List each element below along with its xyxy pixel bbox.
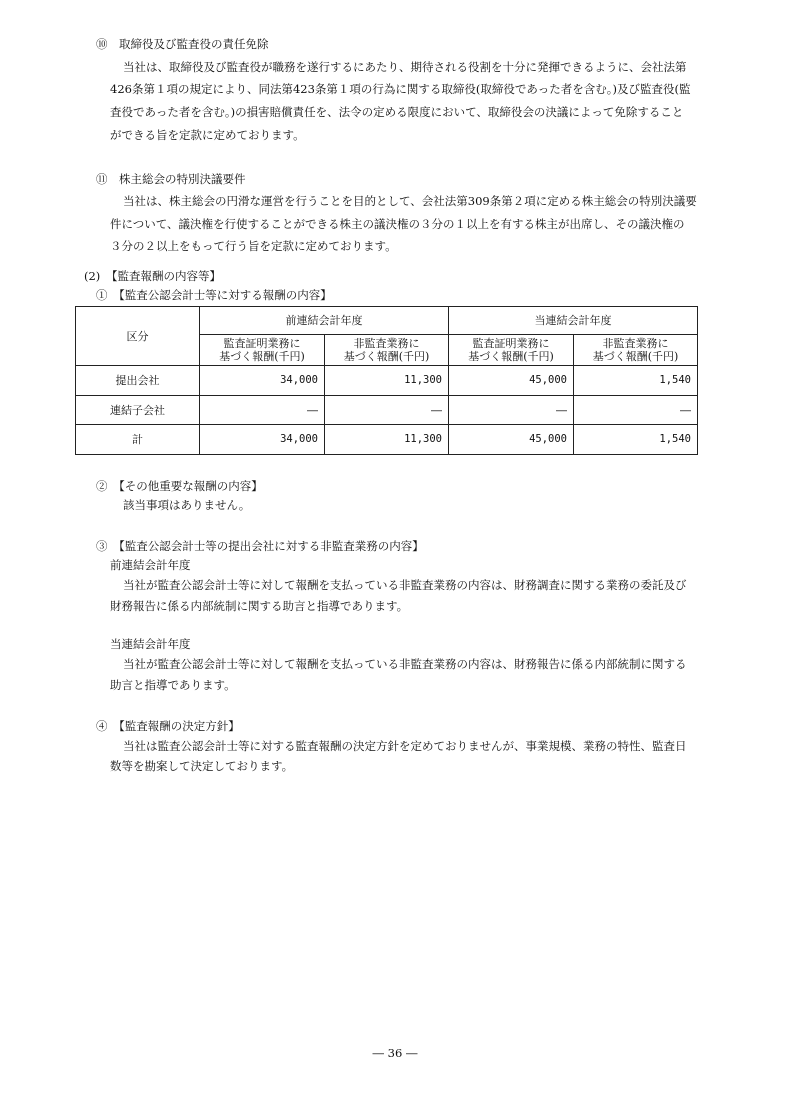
curr-year-label: 当連結会計年度 bbox=[110, 637, 191, 651]
section-10-text-line: ができる旨を定款に定めております。 bbox=[110, 128, 305, 142]
table-row bbox=[76, 425, 698, 455]
prev-year-text-line: 当社が監査公認会計士等に対して報酬を支払っている非監査業務の内容は、財務調査に関する業務の委託及び bbox=[123, 578, 687, 592]
table-row bbox=[76, 396, 698, 425]
prev-year-label: 前連結会計年度 bbox=[110, 558, 191, 572]
fee-policy-text-line: 数等を勘案して決定しております。 bbox=[110, 759, 294, 773]
row-label: 計 bbox=[76, 425, 200, 455]
section-10-text-line: 426条第１項の規定により、同法第423条第１項の行為に関する取締役(取締役であった者を含む。)及び監査役(監 bbox=[110, 82, 691, 96]
audit-fees-heading: (2) 【監査報酬の内容等】 bbox=[84, 269, 222, 283]
fee-policy-heading: ④ 【監査報酬の決定方針】 bbox=[96, 719, 240, 733]
prev-non-audit-fee: 11,300 bbox=[325, 425, 449, 455]
curr-non-audit-fee: 1,540 bbox=[574, 425, 698, 455]
table-header-row bbox=[76, 307, 698, 335]
other-fees-text: 該当事項はありません。 bbox=[123, 498, 251, 512]
section-11-text-line: 当社は、株主総会の円滑な運営を行うことを目的として、会社法第309条第２項に定める株主総会の特別決議要 bbox=[123, 194, 697, 208]
curr-year-text-line: 当社が監査公認会計士等に対して報酬を支払っている非監査業務の内容は、財務報告に係る内部統制に関する bbox=[123, 657, 687, 671]
prev-audit-fee: ― bbox=[200, 396, 325, 425]
prev-audit-fee: 34,000 bbox=[200, 366, 325, 396]
prev-non-audit-fee: ― bbox=[325, 396, 449, 425]
table-row bbox=[76, 366, 698, 396]
row-label: 連結子会社 bbox=[76, 396, 200, 425]
page-number: ― 36 ― bbox=[372, 1046, 418, 1060]
curr-year-text-line: 助言と指導であります。 bbox=[110, 678, 236, 692]
section-11-text-line: 件について、議決権を行使することができる株主の議決権の３分の１以上を有する株主が出席し、その議決権の bbox=[110, 217, 685, 231]
curr-year-header: 当連結会計年度 bbox=[449, 307, 698, 335]
other-fees-heading: ② 【その他重要な報酬の内容】 bbox=[96, 479, 263, 493]
prev-audit-fee: 34,000 bbox=[200, 425, 325, 455]
fee-policy-text-line: 当社は監査公認会計士等に対する監査報酬の決定方針を定めておりませんが、事業規模、業務の特性、監査日 bbox=[123, 739, 687, 753]
prev-year-text-line: 財務報告に係る内部統制に関する助言と指導であります。 bbox=[110, 599, 409, 613]
curr-non-audit-fee: ― bbox=[574, 396, 698, 425]
curr-audit-fee: 45,000 bbox=[449, 366, 574, 396]
curr-non-audit-fee: 1,540 bbox=[574, 366, 698, 396]
prev-year-header: 前連結会計年度 bbox=[200, 307, 449, 335]
prev-non-audit-fee: 11,300 bbox=[325, 366, 449, 396]
curr-audit-fee: ― bbox=[449, 396, 574, 425]
section-11-text-line: ３分の２以上をもって行う旨を定款に定めております。 bbox=[110, 239, 397, 253]
section-10-text-line: 査役であった者を含む。)の損害賠償責任を、法令の定める限度において、取締役会の決議によって免除すること bbox=[110, 105, 684, 119]
prev-non-audit-fee-header: 非監査業務に 基づく報酬(千円) bbox=[325, 335, 449, 366]
section-10-heading: ⑩ 取締役及び監査役の責任免除 bbox=[96, 37, 269, 51]
division-header: 区分 bbox=[76, 307, 200, 366]
section-10-text-line: 当社は、取締役及び監査役が職務を遂行するにあたり、期待される役割を十分に発揮できるように、会社法第 bbox=[123, 60, 687, 74]
row-label: 提出会社 bbox=[76, 366, 200, 396]
section-11-heading: ⑪ 株主総会の特別決議要件 bbox=[96, 172, 246, 186]
audit-fee-table bbox=[75, 306, 698, 455]
prev-audit-fee-header: 監査証明業務に 基づく報酬(千円) bbox=[200, 335, 325, 366]
non-audit-services-heading: ③ 【監査公認会計士等の提出会社に対する非監査業務の内容】 bbox=[96, 539, 424, 553]
curr-audit-fee-header: 監査証明業務に 基づく報酬(千円) bbox=[449, 335, 574, 366]
audit-fees-subheading: ① 【監査公認会計士等に対する報酬の内容】 bbox=[96, 288, 332, 302]
curr-audit-fee: 45,000 bbox=[449, 425, 574, 455]
curr-non-audit-fee-header: 非監査業務に 基づく報酬(千円) bbox=[574, 335, 698, 366]
